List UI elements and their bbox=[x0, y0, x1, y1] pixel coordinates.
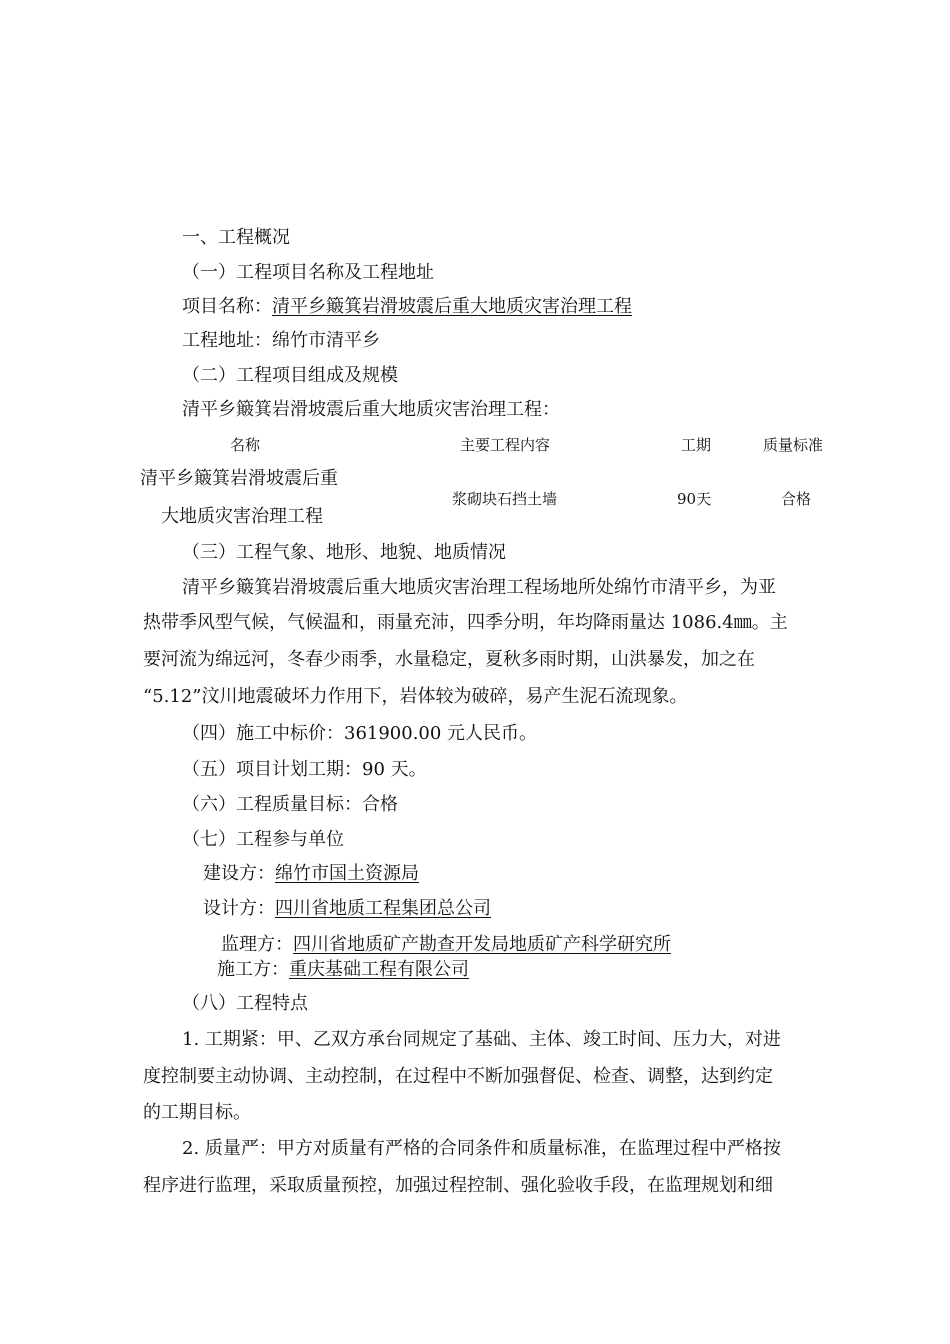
subsection-3-title: （三）工程气象、地形、地貌、地质情况 bbox=[182, 542, 506, 563]
supervisor-label: 监理方： bbox=[221, 934, 293, 955]
contractor-label: 施工方： bbox=[217, 959, 289, 980]
table-cell-quality: 合格 bbox=[781, 490, 812, 508]
paragraph-line: 要河流为绵远河，冬春少雨季，水量稳定，夏秋多雨时期，山洪暴发，加之在 bbox=[143, 649, 755, 670]
bid-price-line: （四）施工中标价：361900.00 元人民币。 bbox=[182, 723, 538, 744]
subsection-1-title: （一）工程项目名称及工程地址 bbox=[182, 262, 434, 283]
paragraph-line: “5.12”汶川地震破坏力作用下，岩体较为破碎，易产生泥石流现象。 bbox=[143, 686, 688, 707]
contractor-line bbox=[217, 958, 469, 982]
designer-value: 四川省地质工程集团总公司 bbox=[275, 898, 491, 919]
paragraph-line: 热带季风型气候，气候温和，雨量充沛，四季分明，年均降雨量达 1086.4㎜。主 bbox=[143, 612, 788, 633]
designer-line bbox=[203, 897, 491, 921]
project-name-line bbox=[182, 295, 632, 319]
table-header-name: 名称 bbox=[230, 436, 261, 454]
paragraph-line: 程序进行监理，采取质量预控，加强过程控制、强化验收手段，在监理规划和细 bbox=[143, 1175, 773, 1196]
table-header-quality: 质量标准 bbox=[763, 436, 824, 454]
contractor-value: 重庆基础工程有限公司 bbox=[289, 959, 469, 980]
table-cell-name-line2: 大地质灾害治理工程 bbox=[161, 506, 323, 527]
table-cell-content: 浆砌块石挡土墙 bbox=[452, 490, 558, 508]
table-cell-duration: 90天 bbox=[677, 490, 712, 508]
subsection-2-intro: 清平乡簸箕岩滑坡震后重大地质灾害治理工程： bbox=[182, 399, 560, 420]
subsection-8-title: （八）工程特点 bbox=[182, 993, 308, 1014]
supervisor-line bbox=[221, 933, 671, 957]
section-heading: 一、工程概况 bbox=[182, 227, 290, 248]
project-name-value: 清平乡簸箕岩滑坡震后重大地质灾害治理工程 bbox=[272, 296, 632, 317]
supervisor-value: 四川省地质矿产勘查开发局地质矿产科学研究所 bbox=[293, 934, 671, 955]
subsection-7-title: （七）工程参与单位 bbox=[182, 829, 344, 850]
builder-line bbox=[203, 862, 419, 886]
paragraph-line: 1. 工期紧：甲、乙双方承台同规定了基础、主体、竣工时间、压力大，对进 bbox=[182, 1029, 781, 1050]
paragraph-line: 2. 质量严：甲方对质量有严格的合同条件和质量标准，在监理过程中严格按 bbox=[182, 1138, 781, 1159]
subsection-2-title: （二）工程项目组成及规模 bbox=[182, 365, 398, 386]
table-header-duration: 工期 bbox=[681, 436, 712, 454]
table-header-content: 主要工程内容 bbox=[460, 436, 551, 454]
address-line bbox=[182, 329, 380, 353]
paragraph-line: 度控制要主动协调、主动控制，在过程中不断加强督促、检查、调整，达到约定 bbox=[143, 1066, 773, 1087]
designer-label: 设计方： bbox=[203, 898, 275, 919]
paragraph-line: 清平乡簸箕岩滑坡震后重大地质灾害治理工程场地所处绵竹市清平乡，为亚 bbox=[182, 577, 776, 598]
builder-label: 建设方： bbox=[203, 863, 275, 884]
quality-target-line: （六）工程质量目标：合格 bbox=[182, 794, 398, 815]
address-label: 工程地址： bbox=[182, 330, 272, 351]
builder-value: 绵竹市国土资源局 bbox=[275, 863, 419, 884]
paragraph-line: 的工期目标。 bbox=[143, 1102, 251, 1123]
planned-duration-line: （五）项目计划工期：90 天。 bbox=[182, 759, 427, 780]
project-name-label: 项目名称： bbox=[182, 296, 272, 317]
address-value: 绵竹市清平乡 bbox=[272, 330, 380, 351]
table-cell-name-line1: 清平乡簸箕岩滑坡震后重 bbox=[140, 468, 338, 489]
